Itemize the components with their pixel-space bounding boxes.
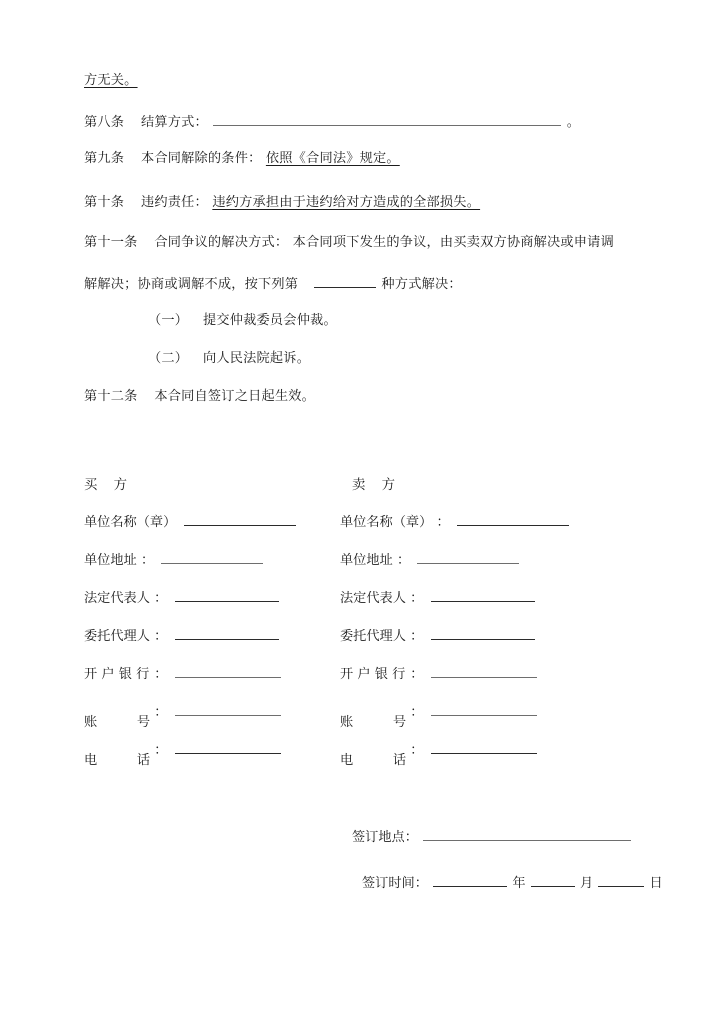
seller-field-account — [340, 703, 538, 731]
option-2-text: 向人民法院起诉。 — [202, 351, 311, 366]
buyer-title — [84, 474, 133, 493]
buyer-account-colon: ： — [154, 705, 168, 721]
article-8 — [84, 113, 580, 129]
seller-title-label: 卖 方 — [352, 478, 402, 493]
buyer-agent-input[interactable] — [175, 627, 279, 640]
seller-phone-label-b: 话 — [392, 753, 406, 769]
signing-time-year-unit: 年 — [512, 876, 526, 892]
buyer-address-label: 单位地址 — [84, 553, 137, 569]
article-9-number: 第九条 — [84, 151, 125, 166]
buyer-legal-rep-label: 法定代表人 — [84, 591, 150, 607]
buyer-account-input[interactable] — [175, 703, 281, 716]
buyer-field-address — [84, 551, 264, 567]
seller-account-label-b: 号 — [392, 715, 406, 731]
article-8-number: 第八条 — [84, 115, 125, 131]
option-2-marker: （二） — [148, 351, 189, 366]
buyer-company-label: 单位名称（章） — [84, 515, 177, 531]
seller-address-label: 单位地址 — [340, 553, 393, 569]
signing-time-row — [362, 874, 663, 890]
buyer-bank-input[interactable] — [175, 665, 281, 678]
list-item — [148, 314, 337, 327]
buyer-field-company — [84, 513, 297, 529]
article-11-title: 合同争议的解决方式： — [154, 235, 289, 250]
article-8-title: 结算方式： — [140, 115, 208, 131]
seller-bank-input[interactable] — [431, 665, 537, 678]
buyer-legal-rep-input[interactable] — [175, 589, 279, 602]
signing-time-day-unit: 日 — [649, 876, 663, 892]
buyer-field-bank — [84, 665, 282, 681]
article-8-blank[interactable] — [213, 113, 561, 126]
signing-place-input[interactable] — [423, 828, 631, 841]
buyer-agent-colon: ： — [154, 629, 168, 645]
buyer-bank-label: 开 户 银 行 — [84, 667, 150, 683]
article-11-line-1 — [84, 236, 614, 249]
signing-time-label: 签订时间： — [362, 876, 428, 892]
article-12-title: 本合同自签订之日起生效。 — [154, 389, 316, 404]
seller-legal-rep-label: 法定代表人 — [340, 591, 406, 607]
seller-field-company — [340, 513, 570, 529]
signing-place-row — [352, 828, 632, 844]
seller-phone-label-a: 电 — [340, 753, 354, 769]
seller-field-bank — [340, 665, 538, 681]
seller-field-legal-rep — [340, 589, 536, 605]
signing-time-year-input[interactable] — [433, 874, 507, 887]
article-10-number: 第十条 — [84, 195, 125, 210]
seller-company-colon: ： — [436, 515, 450, 531]
buyer-field-phone — [84, 741, 282, 769]
article-12 — [84, 390, 315, 403]
list-item — [148, 352, 310, 365]
seller-phone-colon: ： — [410, 743, 424, 759]
seller-account-input[interactable] — [431, 703, 537, 716]
buyer-field-agent — [84, 627, 280, 643]
article-11-method-blank[interactable] — [314, 275, 376, 288]
buyer-phone-label-b: 话 — [136, 753, 150, 769]
seller-address-input[interactable] — [417, 551, 519, 564]
signing-time-month-unit: 月 — [579, 876, 594, 892]
buyer-title-label: 买 方 — [84, 478, 134, 493]
seller-agent-colon: ： — [410, 629, 424, 645]
seller-company-input[interactable] — [457, 513, 569, 526]
article-11-text: 本合同项下发生的争议，由买卖双方协商解决或申请调 — [292, 235, 614, 250]
article-8-trailing: 。 — [566, 115, 581, 131]
seller-bank-colon: ： — [410, 667, 424, 683]
buyer-phone-input[interactable] — [175, 741, 281, 754]
seller-phone-input[interactable] — [431, 741, 537, 754]
seller-account-label-a: 账 — [340, 715, 354, 731]
option-1-text: 提交仲裁委员会仲裁。 — [202, 313, 337, 328]
seller-address-colon: ： — [396, 553, 411, 569]
option-1-marker: （一） — [148, 313, 189, 328]
signing-time-day-input[interactable] — [598, 874, 644, 887]
seller-field-phone — [340, 741, 538, 769]
article-11-line-2 — [84, 275, 462, 291]
seller-field-agent — [340, 627, 536, 643]
buyer-account-label-b: 号 — [136, 715, 150, 731]
seller-bank-label: 开 户 银 行 — [340, 667, 406, 683]
seller-legal-rep-colon: ： — [410, 591, 424, 607]
article-11-line2-after: 种方式解决： — [381, 277, 462, 293]
seller-title — [352, 474, 401, 493]
seller-legal-rep-input[interactable] — [431, 589, 535, 602]
buyer-field-account — [84, 703, 282, 731]
buyer-company-input[interactable] — [184, 513, 296, 526]
buyer-bank-colon: ： — [154, 667, 168, 683]
article-11-number: 第十一条 — [84, 235, 138, 250]
article-10-title: 违约责任： — [140, 195, 208, 210]
seller-account-colon: ： — [410, 705, 424, 721]
article-11-line2-before: 解解决；协商或调解不成，按下列第 — [84, 277, 299, 293]
seller-agent-input[interactable] — [431, 627, 535, 640]
article-9-title: 本合同解除的条件： — [140, 151, 262, 166]
article-10 — [84, 196, 480, 209]
buyer-phone-label-a: 电 — [84, 753, 98, 769]
buyer-field-legal-rep — [84, 589, 280, 605]
article-10-value: 违约方承担由于违约给对方造成的全部损失。 — [212, 195, 481, 210]
buyer-account-label-a: 账 — [84, 715, 98, 731]
article-12-number: 第十二条 — [84, 389, 138, 404]
carryover-line: 方无关。 — [84, 73, 138, 88]
signing-time-month-input[interactable] — [531, 874, 575, 887]
buyer-legal-rep-colon: ： — [154, 591, 168, 607]
buyer-address-colon: ： — [140, 553, 155, 569]
seller-agent-label: 委托代理人 — [340, 629, 406, 645]
seller-company-label: 单位名称（章） — [340, 515, 433, 531]
article-9 — [84, 152, 400, 165]
article-9-value: 依照《合同法》规定。 — [265, 151, 400, 166]
buyer-address-input[interactable] — [161, 551, 263, 564]
buyer-agent-label: 委托代理人 — [84, 629, 150, 645]
signing-place-label: 签订地点： — [352, 830, 418, 846]
buyer-phone-colon: ： — [154, 743, 168, 759]
seller-field-address — [340, 551, 520, 567]
